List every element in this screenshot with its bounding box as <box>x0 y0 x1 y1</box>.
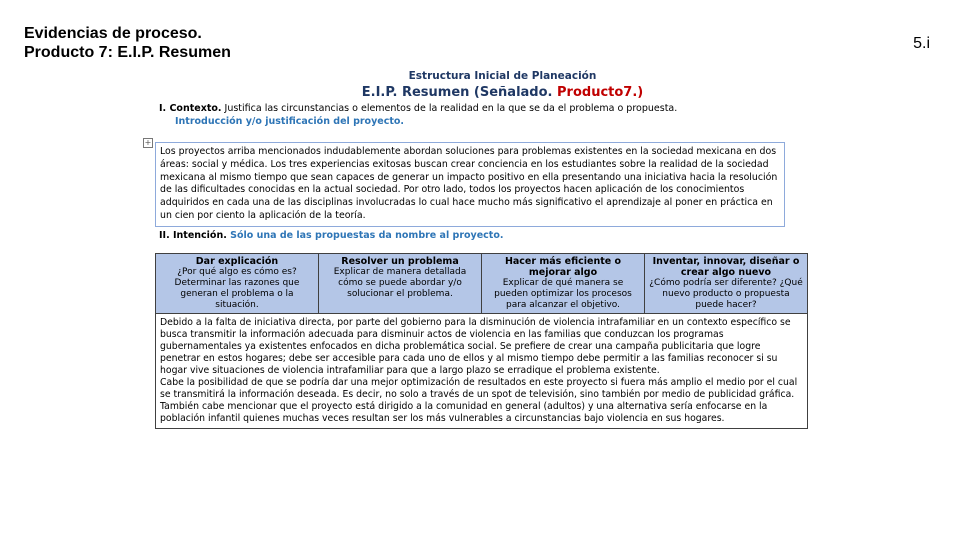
column-header <box>645 253 808 313</box>
document-header-small: Estructura Inicial de Planeación <box>408 70 597 82</box>
answer-paragraph-2: Cabe la posibilidad de que se podría dar una mejor optimización de resultados en este proyecto si fuera más amplio el medio por el cual se transmitirá la información deseada. Es decir, no solo a través de un spot de televisión, sino también por medio de publicidad gráfica. También cabe mencionar que el proyecto está dirigido a la comunidad en general (adultos) y una alternativa sería enfocarse en la población infantil quienes muchas veces resultan ser los más vulnerables a circunstancias bajo violencia en sus hogares. <box>160 376 798 424</box>
column-desc: ¿Cómo podría ser diferente? ¿Qué nuevo producto o propuesta puede hacer? <box>649 277 803 310</box>
column-desc: Explicar de manera detallada cómo se puede abordar y/o solucionar el problema. <box>333 266 467 299</box>
document-header-main <box>195 85 810 100</box>
column-title: Resolver un problema <box>341 255 459 267</box>
answer-cell <box>156 313 808 428</box>
slide-number: 5.i <box>913 35 930 52</box>
column-title: Dar explicación <box>195 255 279 267</box>
column-title: Inventar, innovar, diseñar o crear algo nuevo <box>652 255 800 278</box>
context-section <box>159 102 810 128</box>
column-desc: ¿Por qué algo es cómo es? Determinar las razones que generan el problema o la situación. <box>174 266 300 310</box>
header-red-text: Producto7.) <box>557 85 644 100</box>
intent-label: II. Intención. <box>159 229 227 241</box>
intent-text: Sólo una de las propuestas da nombre al proyecto. <box>226 229 504 241</box>
context-text: Justifica las circunstancias o elementos de la realidad en la que se da el problema o propuesta. <box>221 103 678 114</box>
column-header <box>156 253 319 313</box>
column-desc: Explicar de qué manera se pueden optimizar los procesos para alcanzar el objetivo. <box>494 277 632 310</box>
slide-title-line1: Evidencias de proceso. <box>24 25 202 42</box>
table-header-row <box>156 253 808 313</box>
column-header <box>319 253 482 313</box>
column-header <box>482 253 645 313</box>
document-image <box>144 70 810 429</box>
context-body: Los proyectos arriba mencionados indudablemente abordan soluciones para problemas existentes en la sociedad mexicana en dos áreas: social y médica. Los tres experiencias exitosas buscan crear conciencia en los estudiantes sobre la realidad de la sociedad mexicana al mismo tiempo que sean capaces de generar un impacto positivo en ella presentando una iniciativa hacia la resolución de las dificultades conocidas en la actual sociedad. Por otro lado, todos los proyectos hacen aplicación de los conocimientos adquiridos en cada una de las disciplinas involucradas lo cual hace mucho más significativo el aprendizaje al poner en práctica en un cien por ciento la aplicación de la teoría. <box>155 142 785 227</box>
move-handle-icon[interactable]: + <box>144 138 152 147</box>
table-answer-row <box>156 313 808 428</box>
column-title: Hacer más eficiente o mejorar algo <box>504 255 622 278</box>
answer-paragraph-1: Debido a la falta de iniciativa directa, por parte del gobierno para la disminución de violencia intrafamiliar en un contexto específico se busca transmitir la información adecuada para disminuir actos de violencia en las familias que conduzcan los programas gubernamentales ya existentes enfocados en dicha problemática social. Se prefiere de crear una campaña publicitaria que logre penetrar en estos hogares; debe ser accesible para cada uno de ellos y al mismo tiempo debe permitir a las familias reconocer si su hogar vive situaciones de violencia intrafamiliar para que a largo plazo se erradique el problema existente. <box>160 316 791 376</box>
context-subtitle: Introducción y/o justificación del proyecto. <box>175 116 405 127</box>
context-label: I. Contexto. <box>159 103 222 114</box>
header-main-text: E.I.P. Resumen (Señalado. <box>361 85 558 100</box>
intent-section <box>159 230 810 241</box>
slide-title <box>24 24 231 62</box>
slide-title-line2: Producto 7: E.I.P. Resumen <box>24 44 231 61</box>
intent-table <box>155 253 808 429</box>
